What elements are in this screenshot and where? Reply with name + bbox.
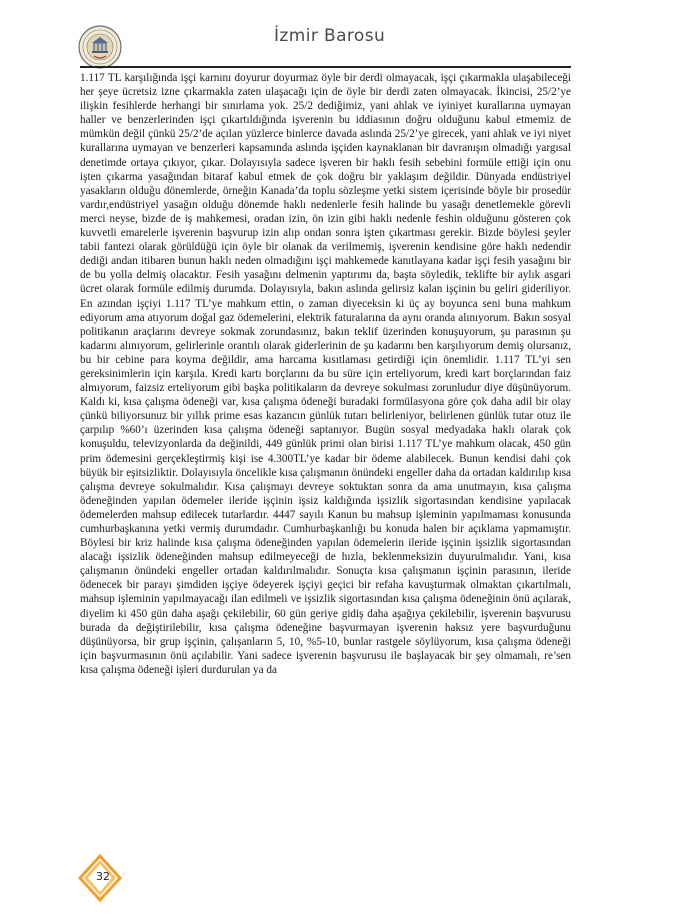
- body-paragraph: 1.117 TL karşılığında işçi karnını doyurur doyurmaz öyle bir derdi olmayacak, işçi çıkarmakla ulaşabileceği her şeye ücretsiz izne çıkarmakla zaten ulaşacağı için de öyle bir derdi zaten olmayacak. İkincisi, 25/2’ye ilişkin fesihlerde herhangi bir sınırlama yok. 25/2 dediğimiz, yani ahlak ve iyiniyet kurallarına uymayan haller ve benzerlerinden işçi çıkartıldığında işverenin bu iddiasının doğru olduğunu kabul etmemiz de mümkün değil çünkü 25/2’de açılan yüzlerce binlerce davada aslında 25/2’ye girecek, yani ahlak ve iyi niyet kurallarına uymayan ve benzerleri kapsamında aslında işçiden kaynaklanan bir davranışın olmadığı yargısal denetimde ortaya çıkıyor, çıkar. Dolayısıyla sadece işveren bir haklı fesih sebebini formüle ettiği için onu işten çıkarma yasağından bitaraf kabul etmek de çok doğru bir yaklaşım değildir. Dünyada endüstriyel yasakların olduğu dönemlerde, örneğin Kanada’da toplu sözleşme yetki sistem içerisinde böyle bir prosedür vardır,endüstriyel yasağın olduğu dönemde haklı nedenlerle fesih halinde bu yasağı denetlemekle görevli merci neyse, bizde de iş mahkemesi, oradan izin, ön izin gibi haklı nedenle feshin olduğunu gösteren çok kuvvetli emarelerle işverenin başvurup izin alıp ondan sonra işten çıkartması gerekir. Bizde böylesi şeyler tabii fantezi olarak görüldüğü için öyle bir olanak da verilmemiş, işverenin kendisine göre haklı nedendir dediği andan itibaren bunun haklı neden olmadığını işçi mahkemede kanıtlayana kadar işçi fesih yasağını bir de bu yolla delmiş olacaktır. Fesih yasağını delmenin yaptırımı da, başta söyledik, teklifte bir aylık asgari ücret olarak formüle edilmiş durumda. Dolayısıyla, bakın aslında gelirsiz kalan işçinin bu geliri gideriliyor. En azından işçiyi 1.117 TL’ye mahkum ettin, o zaman diyeceksin ki üç ay boyunca seni buna mahkum ediyorum ama atıyorum doğal gaz ödemelerini, elektrik faturalarına da aynı oranda alınıyorum. Bakın sosyal politikanın araçlarını devreye sokmak zorundasınız, bakın teklif üzerinden konuşuyorum, şu parasının şu kadarını alınıyorum, gelirlerinle orantılı olarak giderlerinin de şu kadarını ben karşılıyorum demiş olursanız, bu bir cebine para koyma değildir, ama harcama kısıtlaması getirdiği için önemlidir. 1.117 TL’yi sen gereksinimlerin için karşıla. Kredi kartı borçlarını da bu süre için erteliyorum, kredi kart borçlarından faiz almıyorum, faizsiz erteliyorum gibi başka politikaların da devreye sokulması zorunludur diye düşünüyorum. Kaldı ki, kısa çalışma ödeneği var, kısa çalışma ödeneği buradaki formülasyona göre çok daha adil bir olay çünkü biliyorsunuz bir yıllık prime esas kazancın günlük tutarı belirleniyor, belirlenen günlük tutar otuz ile çarpılıp %60’ı üzerinden kısa çalışma ödeneği saptanıyor. Bugün sosyal medyadaka haklı olarak çok konuşuldu, televizyonlarda da değinildi, 449 günlük primi olan birisi 1.117 TL’ye mahkum olacak, 450 gün prim ödemesini gerçekleştirmiş kişi ise 4.300TL’ye kadar bir ödeme alabilecek. Bunun kendisi dahi çok büyük bir eşitsizliktir. Dolayısıyla öncelikle kısa çalışmanın önündeki engeller daha da ortadan kaldırılıp kısa çalışma devreye sokulmalıdır. Kısa çalışmayı devreye soktuktan sonra da ama unutmayın, kısa çalışma ödeneğinden yapılan ödemeler ileride işçinin işsiz kaldığında işsizlik sigortasından kendisine yapılacak ödemelerden mahsup edilecek tutarlardır. 4447 sayılı Kanun bu mahsup işleminin yapılmaması konusunda cumhurbaşkanına yetki vermiş durumdadır. Cumhurbaşkanlığı bu konuda halen bir açıklama yapmamıştır. Böylesi bir kriz halinde kısa çalışma ödeneğinden yapılan ödemelerin ileride işçinin işsizlik sigortasından alacağı işsizlik ödeneğinden mahsup edilmeyeceği de hızla, beklenmeksizin duyurulmalıdır. Yani, kısa çalışmanın önündeki engeller ortadan kaldırılmalıdır. Sonuçta kısa çalışmanın işçinin parasının, ileride ödenecek bir parayı şimdiden işçiye ödeyerek işçiyi geçici bir refaha kavuşturmak olmaktan çıkartılmalı, mahsup işleminin yapılmayacağı ilan edilmeli ve işsizlik sigortasından kısa çalışma ödeneğinin önü açılarak, diyelim ki 450 gün daha aşağı çekilebilir, 60 gün geriye gidiş daha aşağıya çekilebilir, işverenin başvurusu burada da değiştirilebilir, kısa çalışma ödeneğine başvurmayan işverenin haksız yere başvurduğunu düşünüyorsa, bir grup işçinin, çalışanların 5, 10, %5-10, bunlar rastgele söylüyorum, kısa çalışma ödeneği için başvurmasının önü açılabilir. Yani sadece işverenin başvurusu ile başlayacak bir şey olmamalı, re’sen kısa çalışma ödeneği işleri durdurulan ya da: [80, 72, 571, 676]
- page-title: İzmir Barosu: [274, 26, 386, 46]
- izmir-bar-seal-icon: [78, 25, 122, 69]
- page-header: [0, 0, 700, 70]
- header-divider: [80, 66, 571, 68]
- page-number: 32: [96, 870, 110, 883]
